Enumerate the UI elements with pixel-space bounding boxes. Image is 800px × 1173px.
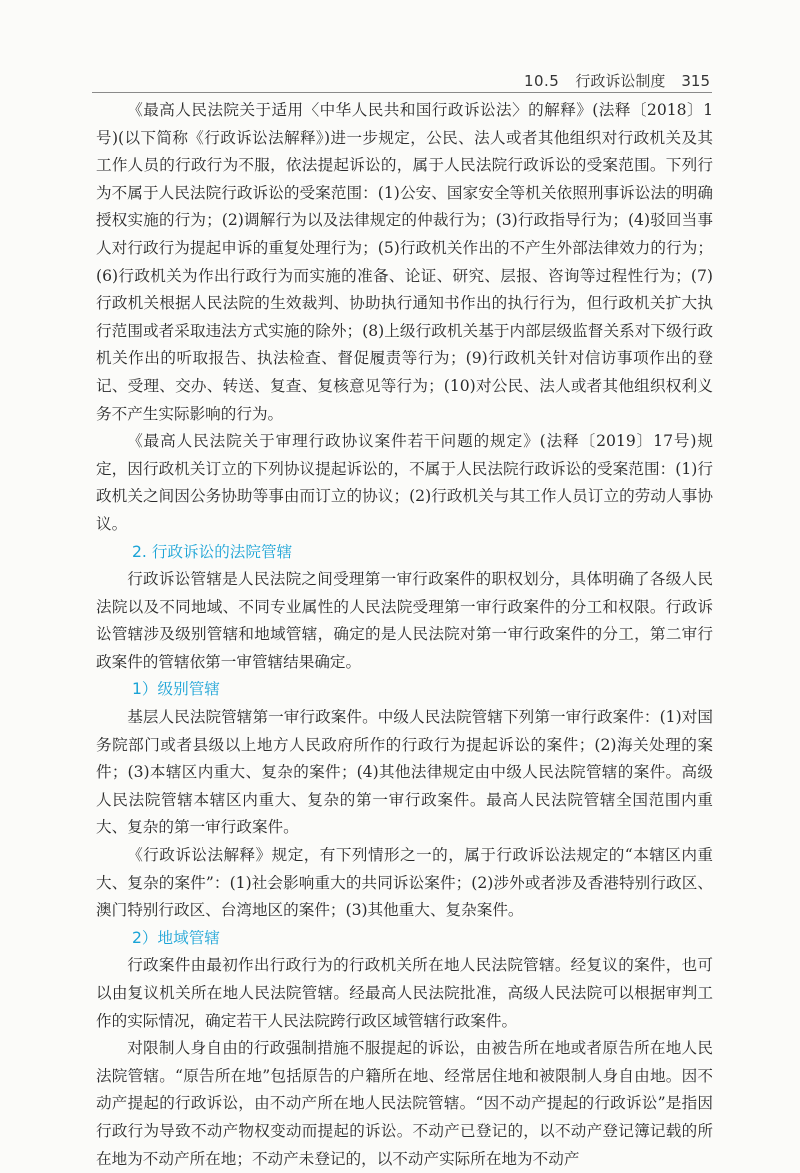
running-header — [524, 70, 710, 91]
paragraph: 行政诉讼管辖是人民法院之间受理第一审行政案件的职权划分，具体明确了各级人民法院以及不同地域、不同专业属性的人民法院受理第一审行政案件的分工和权限。行政诉讼管辖涉及级别管辖和地域管辖，确定的是人民法院对第一审行政案件的分工，第二审行政案件的管辖依第一审管辖结果确定。 — [96, 570, 713, 671]
header-rule — [92, 92, 712, 93]
subsection-heading: 1）级别管辖 — [132, 680, 220, 699]
section-number: 10.5 — [523, 72, 560, 90]
paragraph: 对限制人身自由的行政强制措施不服提起的诉讼，由被告所在地或者原告所在地人民法院管辖。“原告所在地”包括原告的户籍所在地、经常居住地和被限制人身自由地。因不动产提起的行政诉讼，由不动产所在地人民法院管辖。“因不动产提起的行政诉讼”是指因行政行为导致不动产物权变动而提起的诉讼。不动产已登记的，以不动产登记簿记载的所在地为不动产所在地；不动产未登记的，以不动产实际所在地为不动产 — [96, 1039, 713, 1168]
paragraph: 行政案件由最初作出行政行为的行政机关所在地人民法院管辖。经复议的案件，也可以由复议机关所在地人民法院管辖。经最高人民法院批准，高级人民法院可以根据审判工作的实际情况，确定若干人民法院跨行政区域管辖行政案件。 — [96, 956, 713, 1030]
paragraph: 基层人民法院管辖第一审行政案件。中级人民法院管辖下列第一审行政案件：(1)对国务院部门或者县级以上地方人民政府所作的行政行为提起诉讼的案件；(2)海关处理的案件；(3)本辖区内重大、复杂的案件；(4)其他法律规定由中级人民法院管辖的案件。高级人民法院管辖本辖区内重大、复杂的第一审行政案件。最高人民法院管辖全国范围内重大、复杂的第一审行政案件。 — [96, 708, 713, 837]
paragraph: 《行政诉讼法解释》规定，有下列情形之一的，属于行政诉讼法规定的“本辖区内重大、复杂的案件”：(1)社会影响重大的共同诉讼案件；(2)涉外或者涉及香港特别行政区、澳门特别行政区、台湾地区的案件；(3)其他重大、复杂案件。 — [96, 846, 713, 920]
section-heading: 2. 行政诉讼的法院管辖 — [132, 542, 293, 561]
paragraph: 《最高人民法院关于适用〈中华人民共和国行政诉讼法〉的解释》(法释〔2018〕1号)(以下简称《行政诉讼法解释》)进一步规定，公民、法人或者其他组织对行政机关及其工作人员的行政行为不服，依法提起诉讼的，属于人民法院行政诉讼的受案范围。下列行为不属于人民法院行政诉讼的受案范围：(1)公安、国家安全等机关依照刑事诉讼法的明确授权实施的行为；(2)调解行为以及法律规定的仲裁行为；(3)行政指导行为；(4)驳回当事人对行政行为提起申诉的重复处理行为；(5)行政机关作出的不产生外部法律效力的行为；(6)行政机关为作出行政行为而实施的准备、论证、研究、层报、咨询等过程性行为；(7)行政机关根据人民法院的生效裁判、协助执行通知书作出的执行行为，但行政机关扩大执行范围或者采取违法方式实施的除外；(8)上级行政机关基于内部层级监督关系对下级行政机关作出的听取报告、执法检查、督促履责等行为；(9)行政机关针对信访事项作出的登记、受理、交办、转送、复查、复核意见等行为；(10)对公民、法人或者其他组织权利义务不产生实际影响的行为。 — [96, 101, 713, 423]
subsection-heading: 2）地域管辖 — [132, 928, 220, 947]
page-number: 315 — [681, 72, 710, 90]
paragraph: 《最高人民法院关于审理行政协议案件若干问题的规定》(法释〔2019〕17号)规定，因行政机关订立的下列协议提起诉讼的，不属于人民法院行政诉讼的受案范围：(1)行政机关之间因公务协助等事由而订立的协议；(2)行政机关与其工作人员订立的劳动人事协议。 — [96, 432, 713, 533]
chapter-title: 行政诉讼制度 — [575, 72, 666, 90]
page-body — [96, 97, 713, 1173]
